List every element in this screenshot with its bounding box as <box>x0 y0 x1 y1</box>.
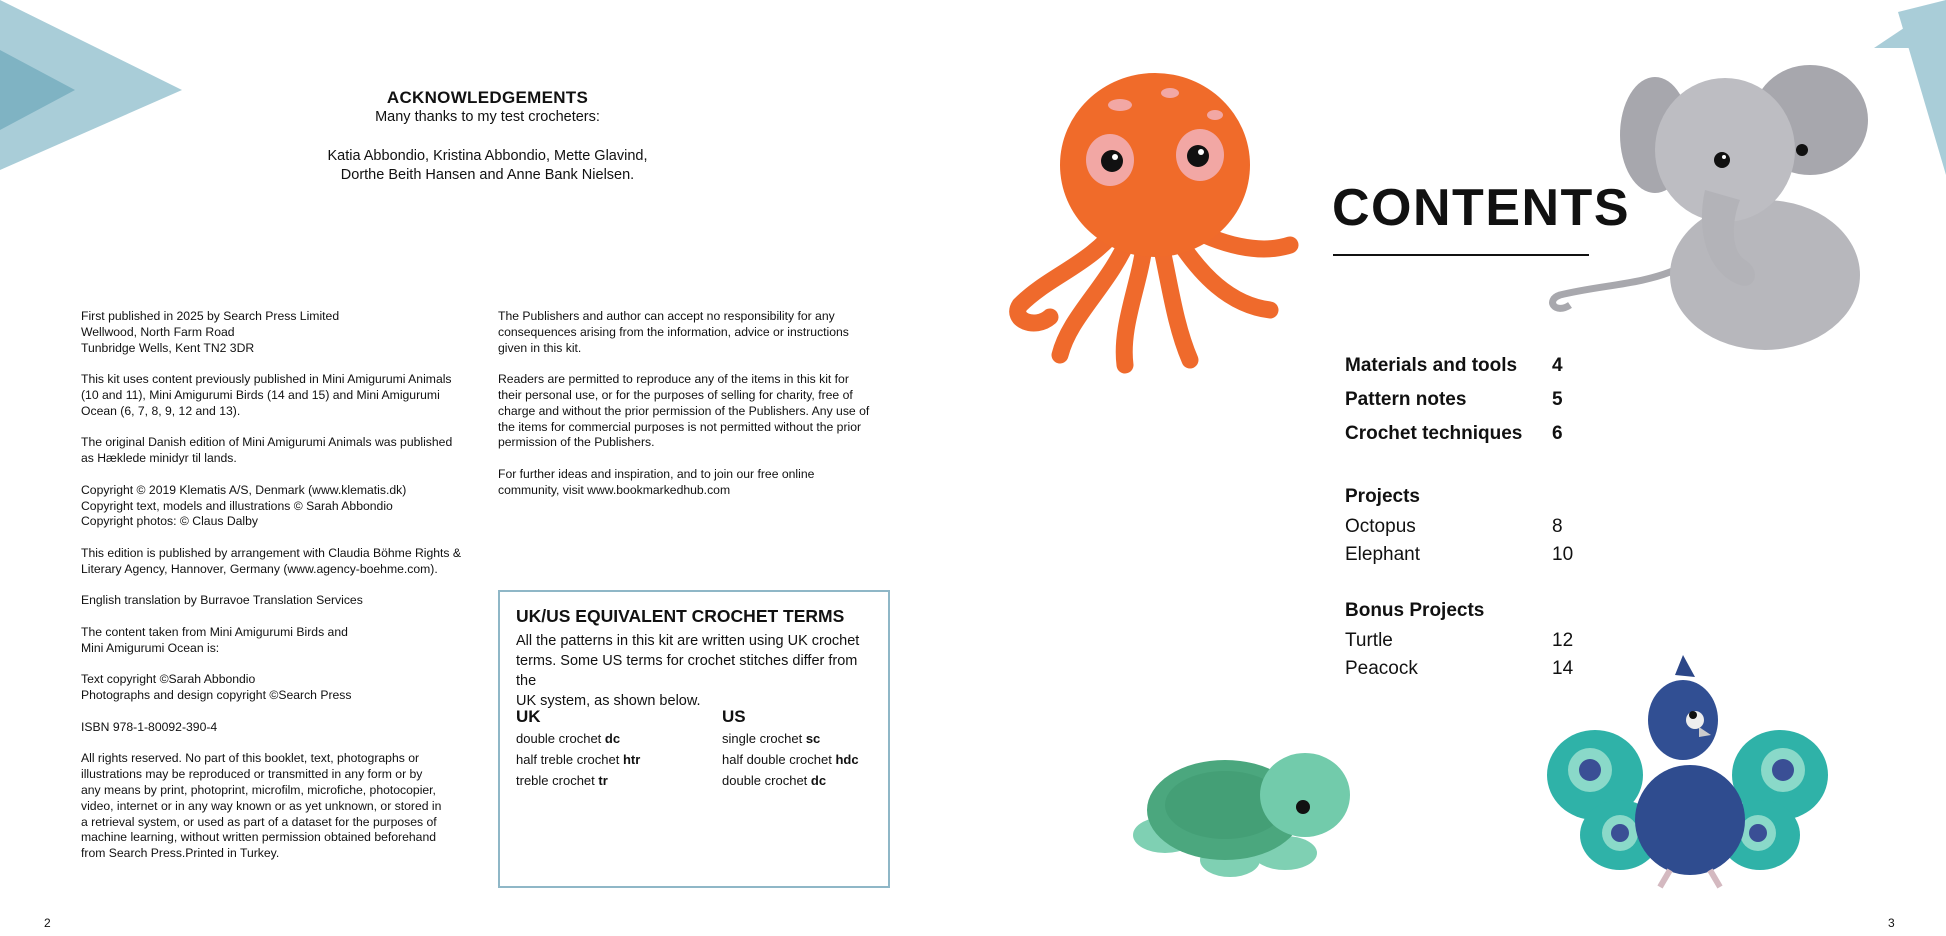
imprint-paragraph: This kit uses content previously published in Mini Amigurumi Animals (10 and 11), Mini Amigurumi Birds (14 and 15) and Mini Amigurumi Ocean (6, 7, 8, 9, 12 and 13). <box>81 372 452 418</box>
term-row: treble crochet tr <box>516 773 608 788</box>
imprint-paragraph: First published in 2025 by Search Press Limited Wellwood, North Farm Road Tunbridge Wells, Kent TN2 3DR <box>81 309 340 355</box>
uk-heading: UK <box>516 707 541 726</box>
acknowledgements <box>250 88 725 185</box>
imprint-paragraph: For further ideas and inspiration, and to join our free online community, visit www.bookmarkedhub.com <box>498 466 815 497</box>
toc-label: Octopus <box>1345 516 1416 537</box>
imprint-column-right <box>498 309 898 514</box>
toc-page: 6 <box>1552 423 1563 444</box>
toc-page: 10 <box>1552 544 1574 565</box>
uk-terms-column <box>516 706 640 791</box>
imprint-paragraph: The Publishers and author can accept no responsibility for any consequences arising from the information, advice or instructions given in this kit. <box>498 309 849 355</box>
toc-page: 8 <box>1552 516 1563 537</box>
isbn: ISBN 978-1-80092-390-4 <box>81 719 218 734</box>
toc-label: Peacock <box>1345 658 1418 679</box>
acknowledgements-names: Dorthe Beith Hansen and Anne Bank Nielsen. <box>340 167 635 183</box>
imprint-paragraph: The original Danish edition of Mini Amigurumi Animals was published as Hæklede minidyr til lands. <box>81 435 453 466</box>
toc-page: 14 <box>1552 658 1574 679</box>
octopus-illustration <box>1000 55 1300 385</box>
peacock-illustration <box>1535 655 1835 890</box>
toc-page: 4 <box>1552 355 1563 376</box>
toc-entry-turtle[interactable] <box>1345 630 1574 652</box>
toc-entry-materials[interactable] <box>1345 355 1563 377</box>
acknowledgements-names: Katia Abbondio, Kristina Abbondio, Mette Glavind, <box>327 148 648 164</box>
turtle-illustration <box>1120 735 1370 885</box>
term-row: half treble crochet htr <box>516 752 641 767</box>
toc-heading-bonus-projects: Bonus Projects <box>1345 600 1485 621</box>
term-row: double crochet dc <box>722 773 827 788</box>
toc-page: 12 <box>1552 630 1574 651</box>
toc-entry-pattern-notes[interactable] <box>1345 389 1563 411</box>
toc-label: Crochet techniques <box>1345 423 1523 444</box>
imprint-paragraph: All rights reserved. No part of this booklet, text, photographs or illustrations may be reproduced or transmitted in any form or by any means by print, photoprint, microfilm, microfiche, photocopier, video, internet or in any way known or as yet unknown, or stored in a retrieval system, or used as part of a dataset for the purposes of machine learning, without written permission obtained beforehand from Search Press.Printed in Turkey. <box>81 751 442 861</box>
acknowledgements-title: ACKNOWLEDGEMENTS <box>386 88 589 107</box>
imprint-paragraph: This edition is published by arrangement with Claudia Böhme Rights & Literary Agency, Hannover, Germany (www.agency-boehme.com). <box>81 545 462 576</box>
imprint-column-left <box>81 309 481 878</box>
imprint-paragraph: The content taken from Mini Amigurumi Birds and Mini Amigurumi Ocean is: <box>81 624 348 655</box>
contents-title: CONTENTS <box>1332 179 1630 237</box>
page-number-right: 3 <box>1888 916 1895 930</box>
toc-label: Materials and tools <box>1345 355 1518 376</box>
toc-entry-elephant[interactable] <box>1345 544 1574 566</box>
page-number-left: 2 <box>44 916 51 930</box>
us-heading: US <box>722 707 746 726</box>
crochet-terms-box <box>498 590 890 888</box>
toc-entry-crochet-techniques[interactable] <box>1345 423 1563 445</box>
imprint-paragraph: Text copyright ©Sarah Abbondio Photographs and design copyright ©Search Press <box>81 672 352 703</box>
imprint-paragraph: Copyright © 2019 Klematis A/S, Denmark (www.klematis.dk) Copyright text, models and illustrations © Sarah Abbondio Copyright photos: © Claus Dalby <box>81 482 407 529</box>
acknowledgements-line: Many thanks to my test crocheters: <box>375 109 600 125</box>
toc-entry-octopus[interactable] <box>1345 516 1563 538</box>
corner-triangle-left <box>0 0 190 180</box>
toc-heading-projects: Projects <box>1345 486 1420 507</box>
contents-divider <box>1333 254 1589 256</box>
term-row: half double crochet hdc <box>722 752 859 767</box>
terms-intro: All the patterns in this kit are written using UK crochet terms. Some US terms for crochet stitches differ from the UK system, as shown below. <box>516 633 860 709</box>
toc-entry-peacock[interactable] <box>1345 658 1574 680</box>
toc-label: Turtle <box>1345 630 1393 651</box>
term-row: double crochet dc <box>516 731 621 746</box>
terms-title: UK/US EQUIVALENT CROCHET TERMS <box>516 606 845 626</box>
imprint-paragraph: Readers are permitted to reproduce any of the items in this kit for their personal use, or for the purposes of selling for charity, free of charge and without the prior permission of the Publishers. Any use of the items for commercial purposes is not permitted without the prior permission of the Publishers. <box>498 372 870 450</box>
us-terms-column <box>722 706 859 791</box>
toc-label: Elephant <box>1345 544 1421 565</box>
toc-label: Pattern notes <box>1345 389 1467 410</box>
toc-page: 5 <box>1552 389 1563 410</box>
imprint-paragraph: English translation by Burravoe Translation Services <box>81 593 363 608</box>
term-row: single crochet sc <box>722 731 821 746</box>
